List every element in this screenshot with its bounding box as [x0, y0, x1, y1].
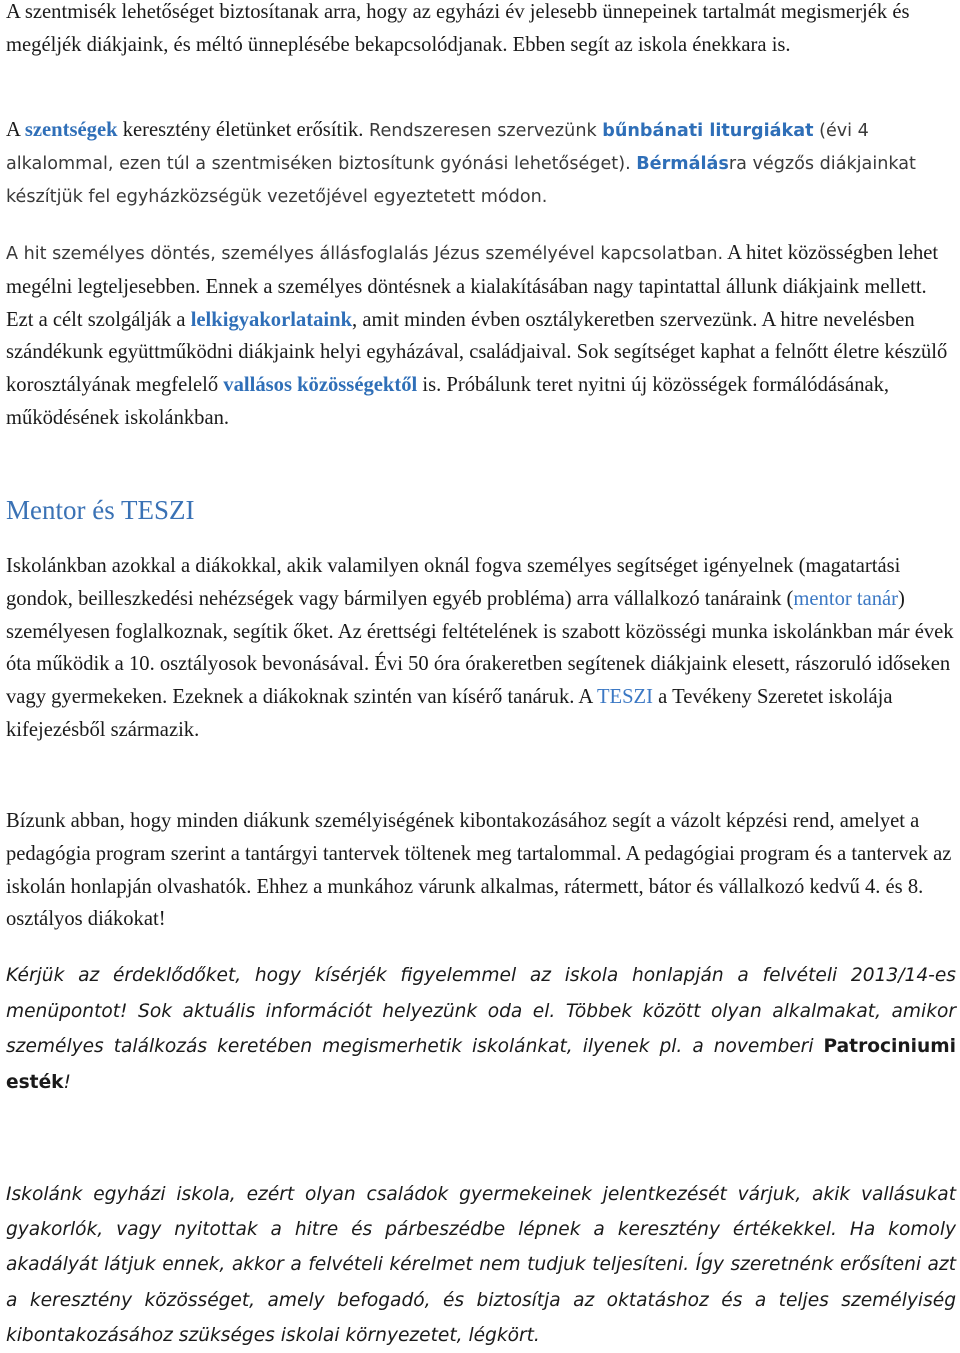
faith-body-c: , amit minden évben osztálykeretben szervezünk. A hitre nevelésben szándékunk együttműködni diákjaink helyi egyházával, családjaival. Sok segítséget kaphat a felnőtt életre készülő korosztályának megfelelő [6, 308, 948, 397]
mentor-text-c: a Tevékeny Szeretet iskolája kifejezésből származik. [6, 686, 893, 741]
paragraph-masses [6, 0, 956, 62]
trust-text: Bízunk abban, hogy minden diákunk személyiségének kibontakozásához segít a vázolt képzési rend, amelyet a pedagógia program szerint a tantárgyi tantervek töltenek meg tartalommal. A pedagógiai program és a tantervek az iskolán honlapján olvashatók. Ehhez a munkához várunk alkalmas, rátermett, bátor és vállalkozó kedvű 4. és 8. osztályos diákokat! [6, 810, 952, 931]
mentor-text-b: ) személyesen foglalkoznak, segítik őket. Az érettségi feltételének is szabott közösségi munka iskolánkban már évek óta működik a 10. osztályosok bevonásával. Évi 50 óra órakeretben segítenek diákjaink elesett, rászoruló időseken vagy gyermekeken. Ezeknek a diákoknak szintén van kísérő tanáruk. A [6, 587, 954, 709]
paragraph-admission [6, 1177, 956, 1353]
paragraph-trust [6, 805, 956, 936]
sacraments-intro-b: keresztény életünket erősítik. [117, 119, 364, 141]
mentor-text-a: Iskolánkban azokkal a diákokkal, akik valamilyen oknál fogva személyes segítséget igényelnek (magatartási gondok, beilleszkedési nehézségek vagy bármilyen egyéb probléma) arra vállalkozó tanáraink ( [6, 555, 901, 610]
paragraph-faith [6, 237, 956, 435]
link-bunbanati-liturgiak[interactable]: bűnbánati liturgiákat [602, 121, 814, 141]
link-mentor-tanar[interactable]: mentor tanár [793, 587, 899, 610]
sacraments-body-e: ra végzős diákjainkat készítjük fel egyházközségük vezetőjével egyeztetett módon. [6, 153, 916, 207]
admission-text: Iskolánk egyházi iskola, ezért olyan családok gyermekeinek jelentkezését várjuk, akik vallásukat gyakorlók, vagy nyitottak a hitre és párbeszédbe lépnek a keresztény értékekkel. Ha komoly akadályát látjuk ennek, akkor a felvételi kérelmet nem tudjuk teljesíteni. Így szeretnénk erősíteni azt a keresztény közösséget, amely befogadó, és biztosítja az oktatáshoz és a teljes személyiség kibontakozásához szükséges iskolai környezetet, légkört. [6, 1184, 956, 1346]
paragraph-mentor [6, 550, 956, 747]
invite-text-a: Kérjük az érdeklődőket, hogy kísérjék figyelemmel az iskola honlapján a felvételi 2013/14-es menüpontot! Sok aktuális információt helyezünk oda el. Többek között olyan alkalmakat, amikor személyes találkozás keretében megismerhetik iskolánkat, ilyenek pl. a novemberi [6, 965, 956, 1057]
sacraments-intro-a: A [6, 119, 25, 141]
link-teszi[interactable]: TESZI [596, 686, 653, 709]
paragraph-masses-text: A szentmisék lehetőséget biztosítanak arra, hogy az egyházi év jelesebb ünnepeinek tartalmát megismerjék és megéljék diákjaink, és méltó ünneplésébe bekapcsolódjanak. Ebben segít az iskola énekkara is. [6, 1, 910, 56]
sacraments-body-d: (évi 4 alkalommal, ezen túl a szentmiséken biztosítunk gyónási lehetőséget). [6, 121, 869, 174]
sacraments-intro [6, 119, 363, 141]
faith-body [6, 242, 947, 429]
faith-body-b: A hitet közösségben lehet megélni legteljesebben. Ennek a személyes döntésnek a kialakításában nagy tapintattal állunk diákjaink mellett. Ezt a célt szolgálják a [6, 242, 939, 331]
section-heading-mentor-teszi: Mentor és TESZI [6, 495, 195, 525]
link-bermalas[interactable]: Bérmálás [636, 153, 729, 174]
paragraph-sacraments [6, 114, 956, 213]
invite-text-b: ! [63, 1071, 72, 1093]
link-vallasos-kozossegek[interactable]: vallásos közösségektől [223, 374, 418, 397]
link-lelkigyakorlataink[interactable]: lelkigyakorlataink [190, 308, 353, 331]
patrociniumi-estek: Patrociniumi esték [6, 1036, 956, 1093]
faith-lead: A hit személyes döntés, személyes állásfoglalás Jézus személyével kapcsolatban. [6, 244, 724, 264]
sacraments-body-c: Rendszeresen szervezünk [363, 121, 603, 141]
faith-body-d: is. Próbálunk teret nyitni új közösségek formálódásának, működésének iskolánkban. [6, 374, 890, 429]
paragraph-invite [6, 958, 956, 1100]
link-szentsegek[interactable]: szentségek [24, 119, 118, 141]
